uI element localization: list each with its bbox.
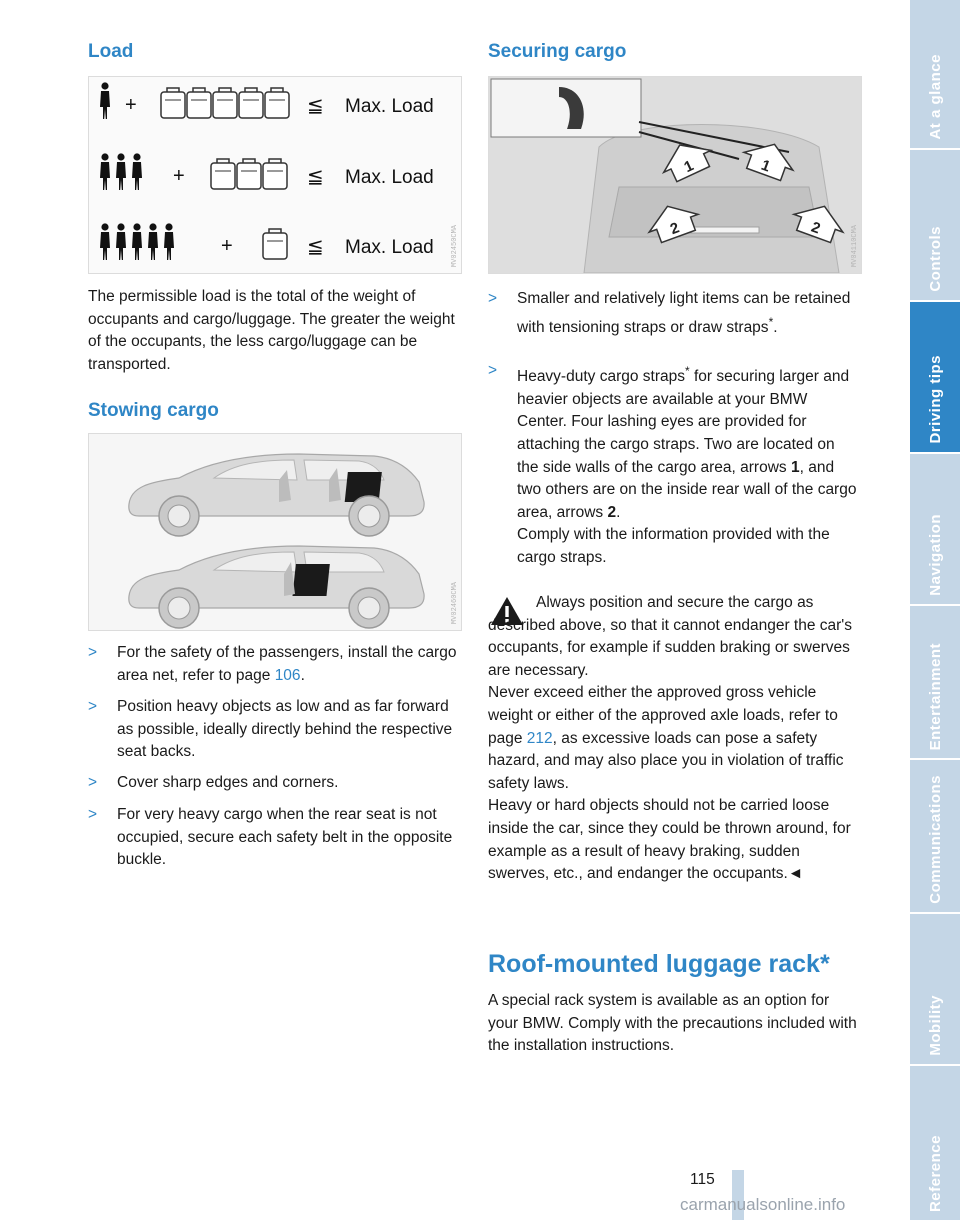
- tab-communications[interactable]: Communications: [910, 760, 960, 914]
- bullet-marker: >: [88, 698, 98, 715]
- list-item: > For the safety of the passengers, install the cargo area net, refer to page 106.: [88, 644, 457, 684]
- tab-at-a-glance[interactable]: At a glance: [910, 0, 960, 150]
- tab-navigation[interactable]: Navigation: [910, 454, 960, 606]
- svg-text:2: 2: [667, 219, 682, 239]
- svg-text:1: 1: [681, 157, 697, 177]
- figure-code: MV02460CMA: [451, 581, 459, 624]
- bullet-marker: >: [88, 644, 98, 661]
- person-icon: [148, 223, 158, 260]
- stowing-heading: Stowing cargo: [88, 400, 219, 421]
- suitcase-icon: [263, 159, 287, 189]
- suitcase-icon: [213, 88, 237, 118]
- cargo-area-photo: [489, 77, 861, 273]
- person-icon: [132, 153, 142, 190]
- svg-text:2: 2: [808, 218, 823, 238]
- max-load-label: Max. Load: [345, 167, 434, 188]
- load-diagram: [89, 77, 461, 273]
- load-row-3: [100, 223, 434, 260]
- tab-mobility[interactable]: Mobility: [910, 914, 960, 1066]
- car-cargo-illustration: [89, 434, 461, 630]
- load-row-2: [100, 153, 434, 190]
- asterisk: *: [685, 364, 690, 378]
- load-paragraph: The permissible load is the total of the weight of occupants and cargo/luggage. The greater the weight of the occupants, the less cargo/luggage can be transported.: [88, 288, 455, 373]
- suitcase-icon: [237, 159, 261, 189]
- plus-sign: +: [125, 94, 137, 116]
- plus-sign: +: [221, 235, 233, 257]
- load-figure: [88, 76, 462, 274]
- chapter-sidebar: [910, 0, 960, 1220]
- load-row-1: [100, 82, 434, 119]
- person-icon: [116, 223, 126, 260]
- max-load-label: Max. Load: [345, 237, 434, 258]
- list-item: > Heavy-duty cargo straps* for securing larger and heavier objects are available at your BMW Center. Four lashing eyes are provided for attaching the cargo straps. Two are located on the side walls of the cargo area, arrows 1, and two others are on the inside rear wall of the cargo area, arrows 2. Comply with the information provided with the cargo straps.: [488, 362, 857, 566]
- figure-code: MV02450CMA: [451, 224, 459, 267]
- suitcase-icon: [239, 88, 263, 118]
- person-icon: [164, 223, 174, 260]
- svg-text:1: 1: [758, 156, 773, 176]
- suitcase-icon: [263, 229, 287, 259]
- plus-sign: +: [173, 165, 185, 187]
- person-icon: [100, 153, 110, 190]
- max-load-label: Max. Load: [345, 96, 434, 117]
- leq-sign: ≦: [307, 164, 324, 188]
- end-mark: ◄: [787, 865, 804, 883]
- roof-rack-paragraph: A special rack system is available as an option for your BMW. Comply with the precautions included with the installation instructions.: [488, 992, 857, 1055]
- tab-entertainment[interactable]: Entertainment: [910, 606, 960, 760]
- leq-sign: ≦: [307, 234, 324, 258]
- list-item: > For very heavy cargo when the rear seat is not occupied, secure each safety belt in the opposite buckle.: [88, 806, 453, 869]
- bullet-marker: >: [488, 290, 498, 307]
- suitcase-icon: [211, 159, 235, 189]
- asterisk: *: [768, 314, 774, 329]
- person-icon: [116, 153, 126, 190]
- warning-paragraph: Always position and secure the cargo as described above, so that it cannot endanger the car's occupants, for example if sudden braking or swerves are necessary. Never exceed either the approved gross vehicle weight or either of the approved axle loads, refer to page 212, as excessive loads can pose a safety hazard, and may also place you in violation of traffic safety laws. Heavy or hard objects should not be carried loose inside the car, since they could be thrown around, for example as a result of heavy braking, sudden swerves, etc., and endanger the occupants.◄: [488, 594, 853, 883]
- load-heading: Load: [88, 41, 134, 62]
- cargo-net-panel: [292, 564, 329, 596]
- leq-sign: ≦: [307, 93, 324, 117]
- securing-figure: [488, 76, 862, 274]
- car-bottom: [129, 546, 424, 628]
- suitcase-icon: [265, 88, 289, 118]
- securing-heading: Securing cargo: [488, 41, 627, 62]
- stowing-figure: [88, 433, 462, 631]
- bullet-marker: >: [88, 806, 98, 823]
- tab-driving-tips[interactable]: Driving tips: [910, 302, 960, 454]
- person-icon: [100, 223, 110, 260]
- page-link-212[interactable]: 212: [526, 729, 553, 747]
- person-icon: [100, 82, 110, 119]
- suitcase-icon: [187, 88, 211, 118]
- page-number: 115: [690, 1171, 715, 1188]
- list-item: > Position heavy objects as low and as far forward as possible, ideally directly behind the respective seat backs.: [88, 698, 453, 761]
- bullet-marker: >: [488, 362, 498, 379]
- suitcase-icon: [161, 88, 185, 118]
- inset-detail: [491, 79, 641, 137]
- tab-reference[interactable]: Reference: [910, 1066, 960, 1222]
- list-item: > Cover sharp edges and corners.: [88, 772, 464, 795]
- figure-code: MV04110CMA: [851, 224, 859, 267]
- person-icon: [132, 223, 142, 260]
- page-link-106[interactable]: 106: [274, 666, 301, 684]
- bullet-marker: >: [88, 774, 98, 791]
- list-item: > Smaller and relatively light items can be retained with tensioning straps or draw straps*.: [488, 290, 851, 336]
- tab-controls[interactable]: Controls: [910, 150, 960, 302]
- car-top: [129, 454, 424, 536]
- watermark: carmanualsonline.info: [680, 1195, 846, 1214]
- roof-rack-heading: Roof-mounted luggage rack*: [488, 950, 830, 978]
